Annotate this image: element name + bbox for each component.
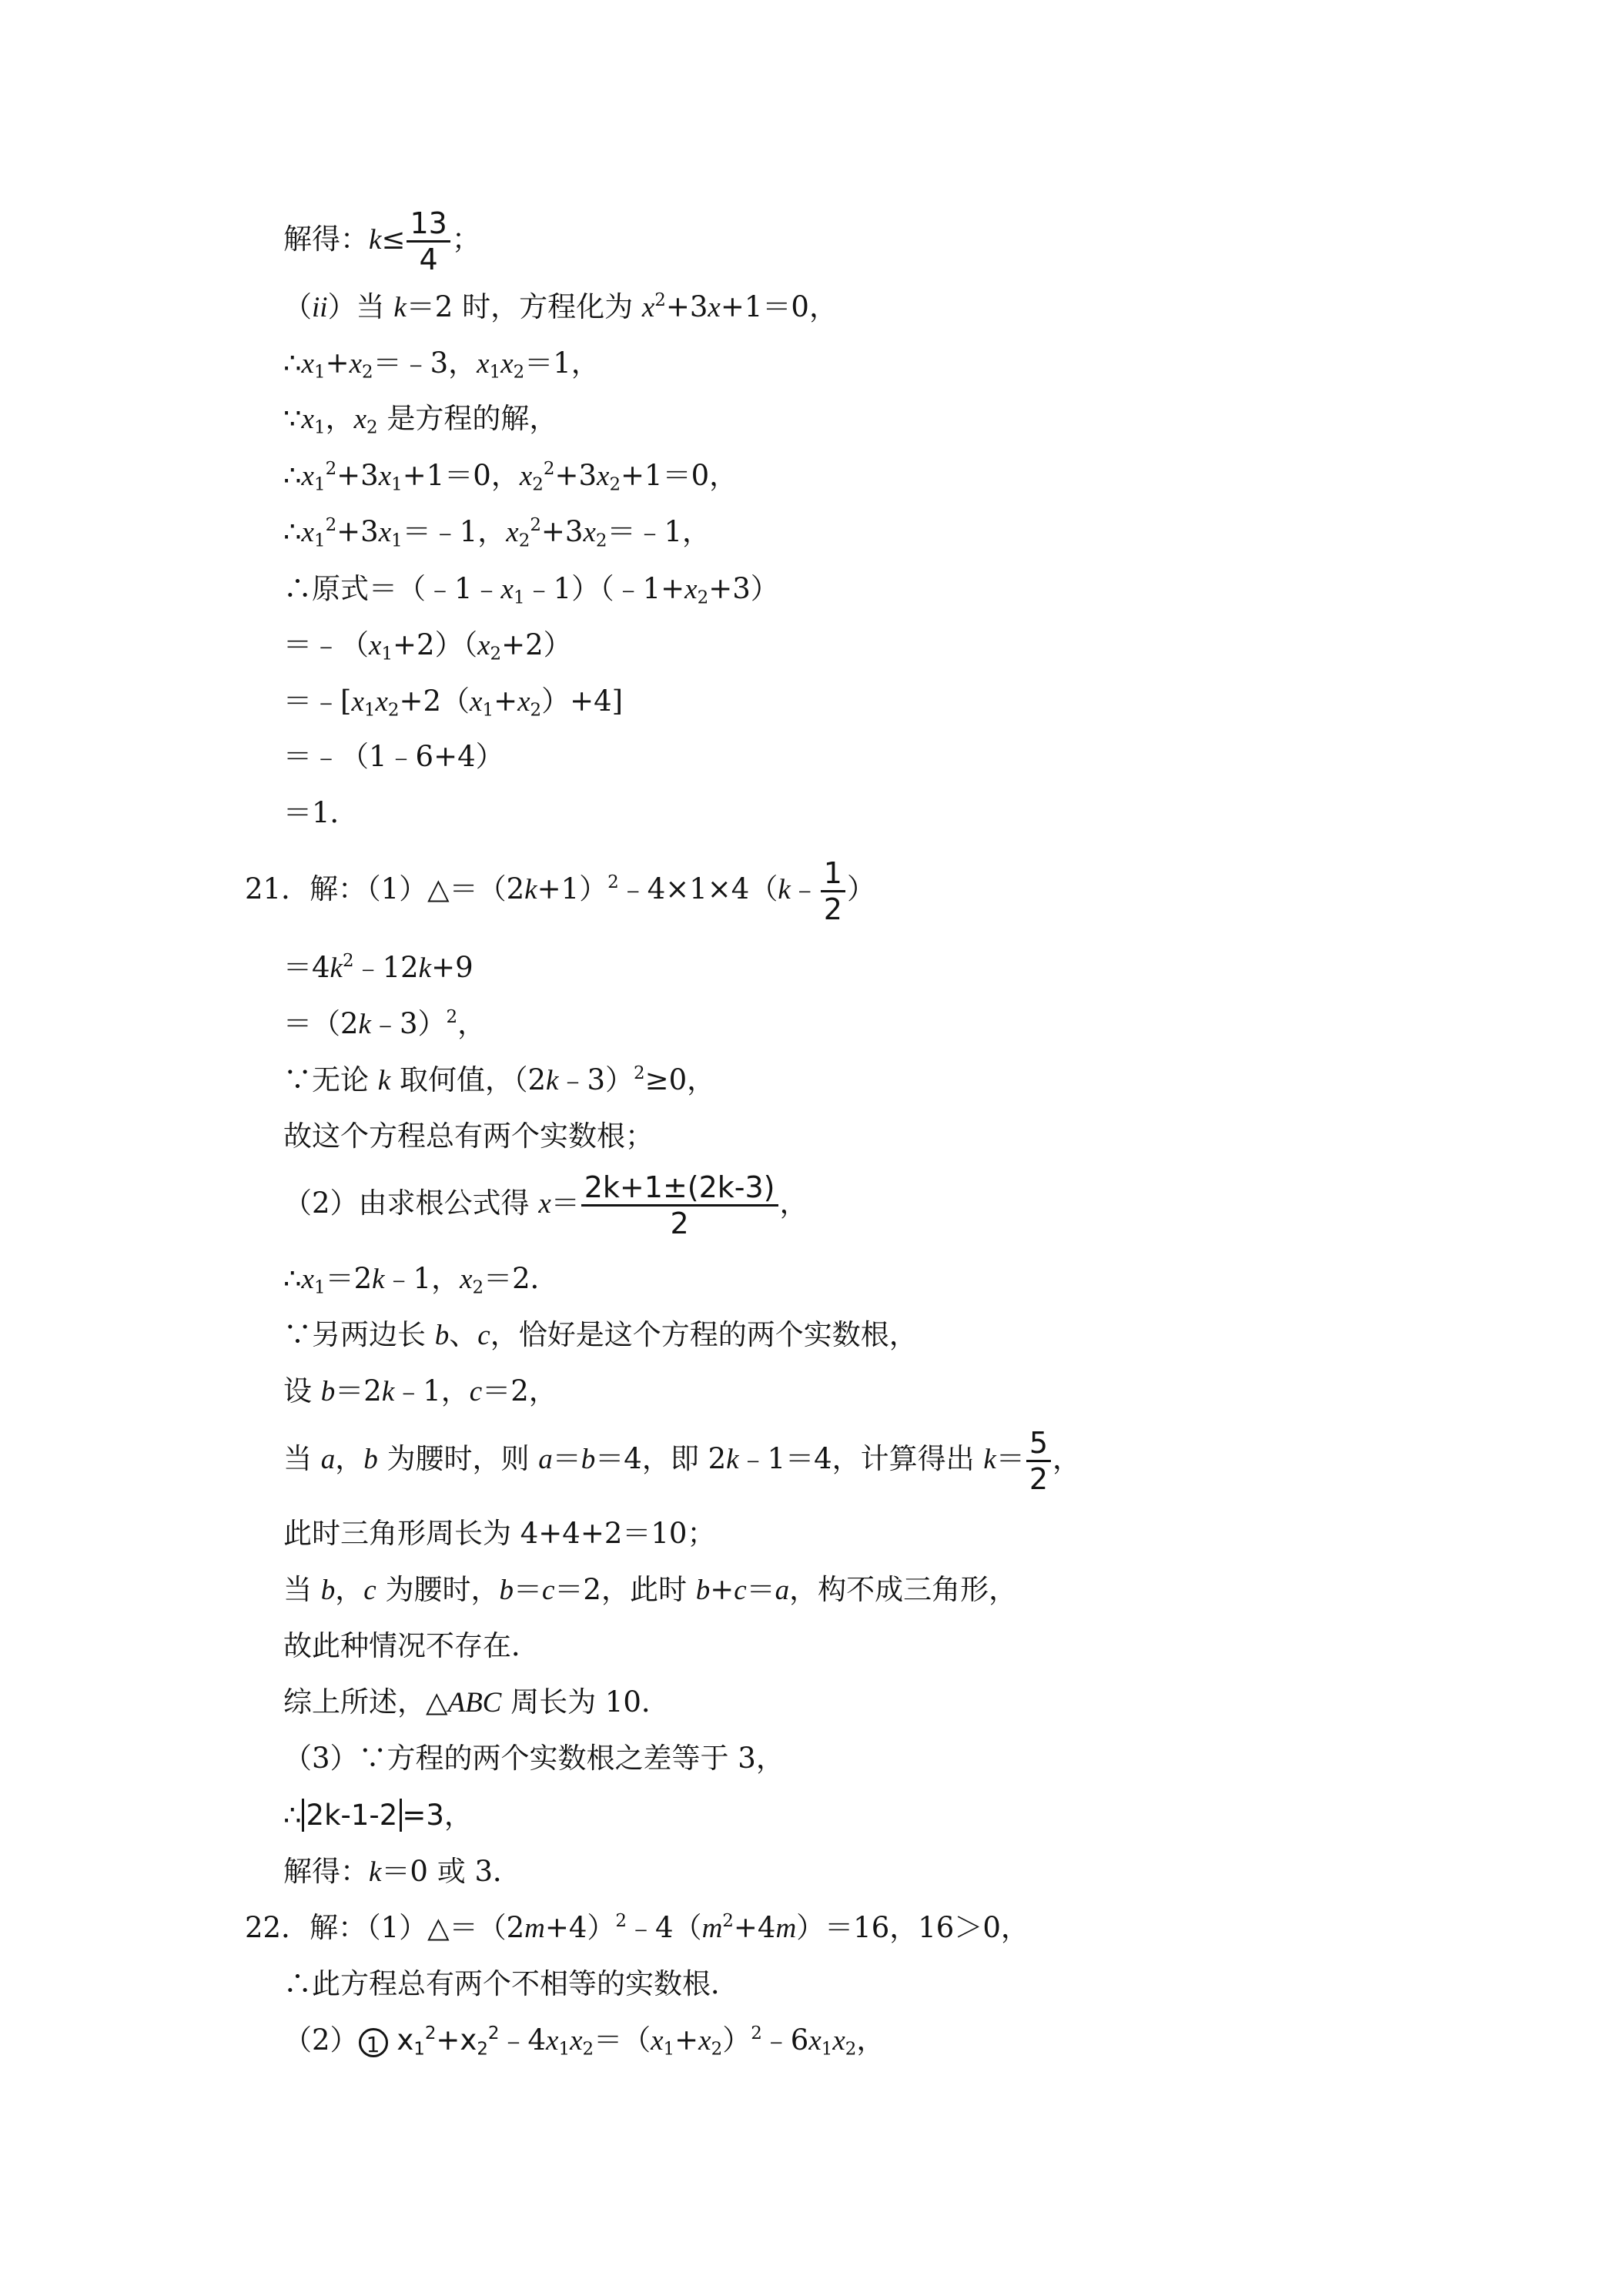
q22-l2: ∴此方程总有两个不相等的实数根． (283, 1967, 739, 2000)
prev-sub-eq2: $\therefore x_1^2+3x_1=﹣1$，$x_2^2+3x_2=﹣1$， (283, 514, 711, 551)
q21-l8: ∵另两边长 b、c，恰好是这个方程的两个实数根， (283, 1318, 918, 1351)
numerator: 13 (407, 206, 450, 243)
denominator: 2 (1029, 1462, 1049, 1496)
prev-roots-are: $\because x_1$，$x_2$ 是方程的解， (283, 402, 558, 438)
q21-l9: 设 b＝2k﹣1，c＝2， (283, 1374, 557, 1407)
numerator: 2k+1±(2k-3) (581, 1170, 778, 1207)
prev-step3: ＝﹣（1﹣6+4） (283, 740, 504, 773)
text: ） (846, 872, 875, 905)
text: （2） (283, 2023, 359, 2057)
q21-l17: 解得：k＝0 或 3． (283, 1855, 522, 1888)
text: 解得： (283, 223, 369, 256)
text: ∴ (283, 1799, 302, 1832)
prev-sub-eq: $\therefore x_1^2+3x_1+1=0$，$x_2^2+3x_2+1=0$， (283, 458, 738, 495)
numerator: 5 (1026, 1426, 1051, 1462)
prev-step1: $=﹣(x_1+2)(x_2+2)$ (283, 628, 572, 664)
q22-l3: （2） 1 $x_1^2+x_2^2﹣4x_1x_2=(x_1+x_2)^2﹣6x_1x_2$， (283, 2023, 885, 2060)
prev-original: ∴原式$=(﹣1﹣x_1﹣1)(﹣1+x_2+3)$ (283, 572, 779, 608)
q21-part1-head: 21．解：$(1)\triangle=(2k+1)^2﹣4\times 1\times 4(k﹣$ $\frac{1}{2}$ ） (245, 856, 875, 926)
prev-ii-case: （ii）当 k＝2 时，方程化为 $x^2+3x+1=0$， (283, 290, 838, 323)
q21-l12: 当 b，c 为腰时，b＝c＝2，此时 b+c＝a，构不成三角形， (283, 1573, 1018, 1606)
fraction (1026, 1426, 1051, 1496)
q21-l14: 综上所述，△ABC 周长为 10． (283, 1685, 670, 1719)
text: ； (451, 223, 480, 256)
numerator: 1 (821, 856, 845, 892)
q21-part2-head: （2）由求根公式得 x＝ $\frac{2k+1\pm(2k-3)}{2}$ ， (283, 1170, 808, 1240)
prev-sum-product: $\therefore x_1+x_2=﹣3$，$x_1x_2=1$， (283, 346, 600, 383)
q21-l11: 此时三角形周长为 4+4+2＝10； (283, 1517, 716, 1550)
q21-l15: （3）∵方程的两个实数根之差等于 3， (283, 1742, 785, 1775)
q21-l4: ∵无论 k 取何值，（2k﹣3）$^2$≥0， (283, 1063, 716, 1096)
q21-l13: 故此种情况不存在． (283, 1629, 540, 1662)
q21-l10: 当 a，b 为腰时，则 a＝b＝4，即 2k﹣1＝4，计算得出 k＝ $\frac{5}{2}$ ， (283, 1426, 1082, 1496)
text: ， (779, 1186, 808, 1220)
root-formula (581, 1170, 778, 1240)
prev-solve-line (283, 206, 480, 276)
circled-number: 1 (359, 2028, 388, 2057)
q21-l3: ＝（2k﹣3）$^2$， (283, 1006, 487, 1040)
prev-step4: ＝1． (283, 796, 359, 829)
q21-l5: 故这个方程总有两个实数根； (283, 1120, 654, 1153)
denominator: 2 (670, 1207, 689, 1240)
fraction (821, 856, 845, 926)
q22-l1: 22．解：$(1)\triangle=(2m+4)^2﹣4(m^2+4m)=16$，16＞0， (245, 1910, 1029, 1944)
absolute-value-expr: 2k-1-2 (302, 1799, 403, 1832)
denominator: 2 (823, 892, 842, 926)
text: ≤ (381, 223, 406, 256)
var: k (369, 224, 382, 256)
text: =3， (402, 1799, 473, 1832)
q21-l2: $=4k^2﹣12k+9$ (283, 950, 474, 984)
prev-step2: $=﹣[x_1x_2+2(x_1+x_2)+4]$ (283, 684, 624, 721)
question-number: 21． (245, 872, 310, 905)
question-number: 22． (245, 1911, 310, 1944)
q21-l16 (283, 1797, 473, 1834)
denominator: 4 (419, 243, 438, 276)
q21-l7: $\therefore x_1=2k﹣1$，$x_2=2$． (283, 1262, 559, 1298)
fraction (407, 206, 450, 276)
